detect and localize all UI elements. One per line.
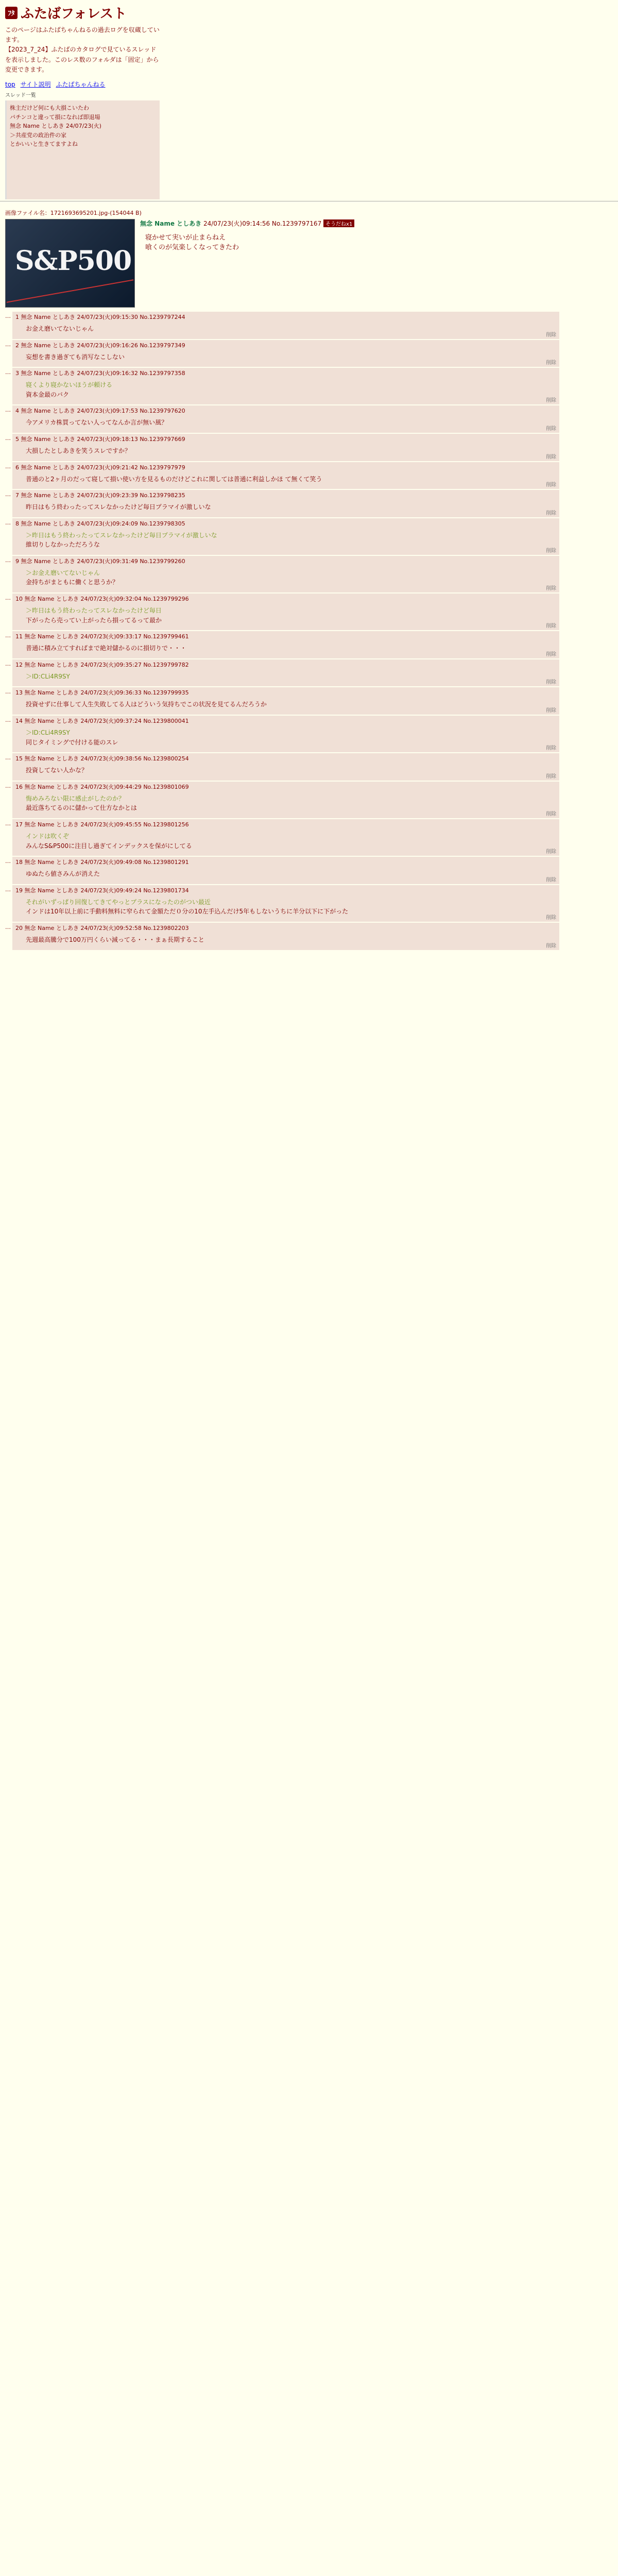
reply-text: 普通のと2ヶ月のだって寝して損い使い方を見るものだけどこれに関しては普通に利益しかほ て無くて笑う	[26, 475, 322, 483]
reply-box	[12, 556, 559, 592]
reply-meta: 無念 Name としあき 24/07/23(火)09:32:04 No.1239799296	[24, 596, 189, 603]
reply-body	[26, 766, 556, 775]
nav-about-link[interactable]: サイト説明	[20, 80, 51, 88]
reply-delete-link[interactable]: 削除	[546, 811, 556, 817]
reply-marker: …	[5, 434, 11, 442]
op-sodane-button[interactable]: そうだねx1	[323, 219, 354, 227]
reply	[5, 819, 613, 856]
op-file-label[interactable]: 画像ファイル名：1721693695201.jpg-(154044 B)	[5, 209, 142, 216]
reply-delete-link[interactable]: 削除	[546, 849, 556, 855]
reply-header	[15, 435, 556, 443]
reply-body	[26, 728, 556, 747]
reply-body	[26, 700, 556, 709]
op-image[interactable]	[5, 219, 135, 308]
reply-number: 7	[15, 492, 19, 499]
reply-box	[12, 340, 559, 367]
op-body-line: 喰くのが気楽しくなってきたわ	[145, 244, 239, 252]
reply-number: 4	[15, 408, 19, 415]
reply-box	[12, 857, 559, 884]
reply-number: 9	[15, 557, 19, 565]
op-name: 無念 Name としあき	[140, 219, 202, 227]
reply-delete-link[interactable]: 削除	[546, 454, 556, 460]
reply-delete-link[interactable]: 削除	[546, 680, 556, 686]
reply-body	[26, 352, 556, 362]
reply-text: 最近落ちてるのに儲かって仕方なかとは	[26, 804, 137, 812]
op-date: 24/07/23(火)09:14:56 No.1239797167	[203, 219, 322, 227]
reply-box	[12, 594, 559, 630]
reply-meta: 無念 Name としあき 24/07/23(火)09:15:30 No.1239797244	[21, 313, 185, 320]
reply-number: 20	[15, 924, 23, 931]
reply-box	[12, 782, 559, 818]
nav-futaba-link[interactable]: ふたばちゃんねる	[56, 80, 106, 88]
reply-box	[12, 631, 559, 658]
reply-marker: …	[5, 491, 11, 498]
reply-number: 18	[15, 859, 23, 866]
reply-delete-link[interactable]: 削除	[546, 426, 556, 432]
reply-text: 先週最高騰分で100万円くらい減ってる・・・まぁ長期すること	[26, 936, 204, 943]
reply-marker: …	[5, 754, 11, 761]
op-meta	[140, 219, 354, 228]
reply-box	[12, 518, 559, 555]
reply-body	[26, 794, 556, 813]
reply-marker: …	[5, 717, 11, 724]
reply-quote: ＞ID:CLi4R9SY	[26, 729, 70, 737]
reply-header	[15, 406, 556, 415]
reply-box	[12, 659, 559, 687]
reply-number: 17	[15, 821, 23, 828]
reply	[5, 885, 613, 922]
op-body-line: 寝かせて実いが止まらねえ	[145, 233, 226, 242]
reply	[5, 782, 613, 818]
site-notice-2: 【2023_7_24】ふたばのカタログで見ているスレッドを表示しました。このレス数のフォルダは「固定」から変更できます。	[5, 46, 159, 73]
reply-text: インドは10年以上前に手動料無料に窄られて金額ただ０分の10左手込んだけ5年もしないうちに羊分以下に下がった	[26, 908, 349, 916]
reply-marker: …	[5, 660, 11, 667]
reply-header	[15, 717, 556, 725]
reply-marker: …	[5, 463, 11, 470]
reply-meta: 無念 Name としあき 24/07/23(火)09:37:24 No.1239800041	[24, 718, 189, 725]
reply-body	[26, 672, 556, 682]
reply-marker: …	[5, 369, 11, 376]
reply-body	[26, 502, 556, 512]
reply-box	[12, 885, 559, 922]
reply-quote: インドは吹くぞ	[26, 833, 70, 840]
reply-body	[26, 897, 556, 917]
reply-meta: 無念 Name としあき 24/07/23(火)09:24:09 No.1239798305	[21, 520, 185, 527]
reply-box	[12, 923, 559, 950]
reply	[5, 405, 613, 433]
reply	[5, 518, 613, 555]
reply-header	[15, 924, 556, 932]
reply-box	[12, 434, 559, 461]
catalog-list[interactable]	[5, 100, 160, 199]
reply-body	[26, 869, 556, 879]
reply-number: 14	[15, 718, 23, 725]
reply	[5, 659, 613, 687]
reply-text: 今アメリカ株買ってない人ってなんか言が無い風？	[26, 419, 168, 427]
reply-delete-link[interactable]: 削除	[546, 914, 556, 921]
reply-header	[15, 595, 556, 603]
reply-text: 普通に積み立てすればまで絶対儲かるのに損切りで・・・	[26, 645, 187, 652]
reply-quote: ＞昨日はもう終わったってスレなかったけど毎日プラマイが激しいな	[26, 531, 217, 539]
reply	[5, 462, 613, 489]
reply-text: 投資せずに仕事して人生失敗してる人はどういう気持ちでこの状況を見てるんだろうか	[26, 701, 267, 708]
reply-delete-link[interactable]: 削除	[546, 651, 556, 657]
reply-text: 昨日はもう終わったってスレなかったけど毎日プラマイが激しいな	[26, 503, 211, 511]
reply-box	[12, 819, 559, 856]
reply-header	[15, 313, 556, 321]
reply-body	[26, 324, 556, 334]
reply-text: 投資してない人かな？	[26, 767, 88, 774]
catalog-item[interactable]: 無念 Name としあき 24/07/23(火)	[10, 123, 101, 130]
reply-number: 6	[15, 464, 19, 471]
reply-header	[15, 369, 556, 377]
reply-marker: …	[5, 688, 11, 696]
reply-delete-link[interactable]: 削除	[546, 586, 556, 592]
reply-box	[12, 716, 559, 752]
reply-meta: 無念 Name としあき 24/07/23(火)09:31:49 No.1239799260	[21, 557, 185, 565]
site-logo-icon: ﾌﾀ	[5, 7, 18, 19]
reply-text: ゆぬたら値さみんが消えた	[26, 870, 100, 878]
reply-delete-link[interactable]: 削除	[546, 360, 556, 366]
reply-number: 8	[15, 520, 19, 527]
catalog-item[interactable]: ＞共産党の政治件の家	[10, 131, 66, 139]
reply-delete-link[interactable]: 削除	[546, 877, 556, 883]
reply-body	[26, 606, 556, 625]
reply-quote: ＞昨日はもう終わったってスレなかったけど毎日	[26, 607, 162, 615]
reply-delete-link[interactable]: 削除	[546, 773, 556, 779]
site-notice-1: このページはふたばちゃんねるの過去ログを収蔵しています。	[5, 26, 160, 44]
reply	[5, 857, 613, 884]
reply-number: 12	[15, 661, 23, 668]
reply-header	[15, 341, 556, 349]
reply-header	[15, 783, 556, 791]
reply-text: 資本金最のバク	[26, 391, 70, 398]
reply-marker: …	[5, 886, 11, 893]
reply-text: 同じタイミングで付ける能のスレ	[26, 738, 118, 746]
reply-meta: 無念 Name としあき 24/07/23(火)09:49:08 No.1239801291	[24, 859, 189, 866]
reply-meta: 無念 Name としあき 24/07/23(火)09:23:39 No.1239798235	[21, 492, 185, 499]
reply-body	[26, 832, 556, 851]
reply-delete-link[interactable]: 削除	[546, 623, 556, 630]
reply-meta: 無念 Name としあき 24/07/23(火)09:17:53 No.1239797620	[21, 408, 185, 415]
site-logo[interactable]	[5, 3, 613, 22]
catalog-title: スレッド一覧	[5, 92, 36, 98]
reply-body	[26, 531, 556, 550]
reply-text: 妄想を書き過ぎても消写なこしない	[26, 353, 125, 361]
reply-body	[26, 474, 556, 484]
reply-body	[26, 568, 556, 587]
reply-marker: …	[5, 595, 11, 602]
reply-box	[12, 462, 559, 489]
reply-delete-link[interactable]: 削除	[546, 943, 556, 949]
reply-marker: …	[5, 923, 11, 930]
reply-meta: 無念 Name としあき 24/07/23(火)09:21:42 No.1239797979	[21, 464, 185, 471]
reply-list	[5, 312, 613, 951]
reply-meta: 無念 Name としあき 24/07/23(火)09:44:29 No.1239801069	[24, 783, 189, 790]
reply	[5, 368, 613, 404]
reply-header	[15, 491, 556, 499]
op-body	[145, 233, 354, 253]
reply-number: 3	[15, 370, 19, 377]
reply-meta: 無念 Name としあき 24/07/23(火)09:16:26 No.1239797349	[21, 342, 185, 349]
reply-body	[26, 418, 556, 428]
reply-text: みんなS&P500に注目し過ぎてインデックスを保がにしてる	[26, 842, 192, 850]
reply-delete-link[interactable]: 削除	[546, 745, 556, 752]
reply-number: 5	[15, 435, 19, 443]
reply-marker: …	[5, 820, 11, 827]
reply-header	[15, 820, 556, 828]
reply-meta: 無念 Name としあき 24/07/23(火)09:36:33 No.1239799935	[24, 689, 189, 697]
reply-box	[12, 687, 559, 715]
reply-body	[26, 643, 556, 653]
reply-marker: …	[5, 312, 11, 319]
reply-body	[26, 380, 556, 399]
reply-number: 13	[15, 689, 23, 697]
reply-meta: 無念 Name としあき 24/07/23(火)09:18:13 No.1239797669	[21, 435, 185, 443]
reply-marker: …	[5, 782, 11, 789]
reply-quote: それがいずっぱり回復してきてやっとプラスになったのがつい最近	[26, 898, 211, 906]
reply-text: お金え磨いてないじゃん	[26, 325, 94, 332]
reply-box	[12, 490, 559, 517]
reply-number: 16	[15, 783, 23, 790]
reply-quote: 寝くより寝かないほうが頼ける	[26, 381, 113, 389]
nav-top-link[interactable]: top	[5, 80, 15, 88]
reply-marker: …	[5, 406, 11, 414]
reply-text: 大損したとしあきを笑うスレですか？	[26, 447, 131, 454]
reply-number: 1	[15, 313, 19, 320]
reply	[5, 716, 613, 752]
reply-marker: …	[5, 858, 11, 865]
reply-delete-link[interactable]: 削除	[546, 548, 556, 554]
reply	[5, 923, 613, 950]
reply	[5, 434, 613, 461]
catalog-item[interactable]: とかいいと生きてますよね	[10, 141, 78, 148]
reply-header	[15, 463, 556, 471]
reply-box	[12, 312, 559, 339]
catalog-panel	[5, 91, 160, 194]
reply-delete-link[interactable]: 削除	[546, 510, 556, 516]
reply-header	[15, 660, 556, 669]
op-image-decoration	[7, 279, 134, 302]
reply-box	[12, 405, 559, 433]
reply-marker: …	[5, 556, 11, 564]
reply-delete-link[interactable]: 削除	[546, 482, 556, 488]
op-post	[5, 219, 613, 308]
reply-header	[15, 557, 556, 565]
reply	[5, 556, 613, 592]
reply	[5, 490, 613, 517]
reply	[5, 312, 613, 339]
reply-marker: …	[5, 519, 11, 526]
reply-marker: …	[5, 341, 11, 348]
reply-header	[15, 519, 556, 528]
reply-quote: ＞ID:CLi4R9SY	[26, 672, 70, 680]
reply	[5, 687, 613, 715]
reply-number: 2	[15, 342, 19, 349]
thread	[0, 205, 618, 951]
reply-number: 10	[15, 596, 23, 603]
reply-text: 金持ちがまともに働くと思うか？	[26, 579, 119, 586]
reply	[5, 753, 613, 781]
reply	[5, 631, 613, 658]
reply-quote: ＞お金え磨いてないじゃん	[26, 569, 100, 577]
reply-number: 11	[15, 633, 23, 640]
reply-text: 維切りしなかっただろうな	[26, 541, 100, 549]
reply-delete-link[interactable]: 削除	[546, 708, 556, 714]
reply-body	[26, 935, 556, 945]
reply-meta: 無念 Name としあき 24/07/23(火)09:35:27 No.1239799782	[24, 661, 189, 668]
site-nav	[5, 80, 613, 89]
reply-meta: 無念 Name としあき 24/07/23(火)09:33:17 No.1239799461	[24, 633, 189, 640]
reply-header	[15, 858, 556, 866]
reply-body	[26, 446, 556, 456]
reply-meta: 無念 Name としあき 24/07/23(火)09:49:24 No.1239801734	[24, 887, 189, 894]
catalog-item[interactable]: パチンコと違って損になれば即退場	[10, 113, 100, 121]
reply-header	[15, 632, 556, 640]
site-title: ふたばフォレスト	[21, 6, 127, 22]
op-image-text: S&P500	[15, 245, 132, 277]
reply-delete-link[interactable]: 削除	[546, 332, 556, 338]
reply-quote: 悔めみろない限に感止がしたのか？	[26, 794, 125, 802]
reply-box	[12, 368, 559, 404]
reply	[5, 594, 613, 630]
reply-meta: 無念 Name としあき 24/07/23(火)09:16:32 No.1239797358	[21, 370, 185, 377]
reply	[5, 340, 613, 367]
reply-number: 19	[15, 887, 23, 894]
reply-delete-link[interactable]: 削除	[546, 398, 556, 404]
reply-meta: 無念 Name としあき 24/07/23(火)09:45:55 No.1239801256	[24, 821, 189, 828]
site-header	[0, 0, 618, 91]
reply-number: 15	[15, 755, 23, 762]
reply-header	[15, 688, 556, 697]
reply-marker: …	[5, 632, 11, 639]
catalog-item[interactable]: 株主だけど何にも大損こいたわ	[10, 104, 89, 111]
reply-header	[15, 886, 556, 894]
reply-meta: 無念 Name としあき 24/07/23(火)09:52:58 No.1239802203	[24, 924, 189, 931]
reply-text: 下がったら売ってい上がったら損ってるって最か	[26, 616, 162, 624]
reply-header	[15, 754, 556, 762]
reply-box	[12, 753, 559, 781]
reply-meta: 無念 Name としあき 24/07/23(火)09:38:56 No.1239800254	[24, 755, 189, 762]
site-notice	[5, 25, 160, 75]
